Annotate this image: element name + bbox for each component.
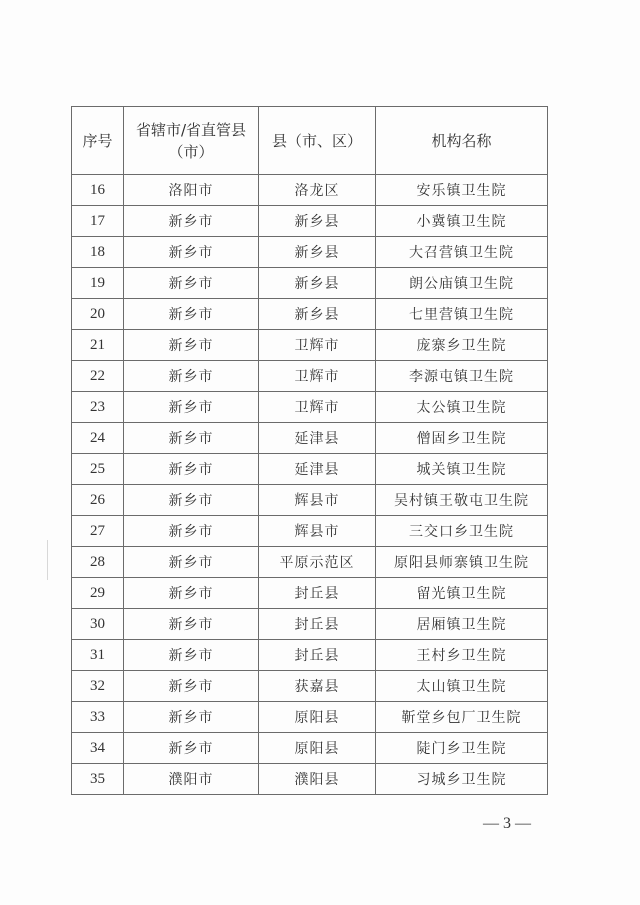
cell-institution-name: 留光镇卫生院 [376,578,548,609]
table-row [72,733,548,764]
cell-city: 新乡市 [124,547,259,578]
cell-city: 新乡市 [124,733,259,764]
cell-county: 新乡县 [259,206,376,237]
cell-index: 17 [72,206,124,237]
cell-institution-name: 靳堂乡包厂卫生院 [376,702,548,733]
cell-city: 新乡市 [124,330,259,361]
header-city-label: 省辖市/省直管县（市） [135,120,247,161]
cell-index: 23 [72,392,124,423]
table-header [72,107,548,175]
cell-institution-name: 吴村镇王敬屯卫生院 [376,485,548,516]
scan-artifact [47,540,48,580]
cell-county: 新乡县 [259,299,376,330]
cell-county: 卫辉市 [259,392,376,423]
cell-city: 新乡市 [124,702,259,733]
cell-county: 辉县市 [259,485,376,516]
cell-city: 新乡市 [124,516,259,547]
cell-index: 20 [72,299,124,330]
table-row [72,361,548,392]
cell-index: 16 [72,175,124,206]
cell-index: 19 [72,268,124,299]
cell-institution-name: 原阳县师寨镇卫生院 [376,547,548,578]
cell-index: 26 [72,485,124,516]
table-row [72,175,548,206]
cell-city: 新乡市 [124,206,259,237]
cell-institution-name: 李源屯镇卫生院 [376,361,548,392]
header-institution: 机构名称 [376,107,548,175]
cell-county: 卫辉市 [259,330,376,361]
table-row [72,423,548,454]
table-row [72,392,548,423]
table-row [72,330,548,361]
cell-institution-name: 庞寨乡卫生院 [376,330,548,361]
cell-index: 31 [72,640,124,671]
cell-county: 延津县 [259,454,376,485]
table-row [72,299,548,330]
cell-index: 30 [72,609,124,640]
cell-institution-name: 僧固乡卫生院 [376,423,548,454]
page-number: — 3 — [483,815,531,832]
table-row [72,237,548,268]
cell-city: 新乡市 [124,485,259,516]
cell-city: 新乡市 [124,609,259,640]
cell-index: 21 [72,330,124,361]
cell-index: 35 [72,764,124,795]
cell-institution-name: 安乐镇卫生院 [376,175,548,206]
cell-index: 18 [72,237,124,268]
header-county: 县（市、区） [259,107,376,175]
cell-county: 封丘县 [259,609,376,640]
cell-city: 新乡市 [124,578,259,609]
table-row [72,702,548,733]
cell-county: 封丘县 [259,640,376,671]
cell-city: 濮阳市 [124,764,259,795]
cell-index: 22 [72,361,124,392]
cell-institution-name: 七里营镇卫生院 [376,299,548,330]
table-row [72,485,548,516]
cell-index: 24 [72,423,124,454]
table-row [72,516,548,547]
cell-index: 27 [72,516,124,547]
cell-county: 平原示范区 [259,547,376,578]
cell-index: 34 [72,733,124,764]
table-row [72,578,548,609]
cell-index: 33 [72,702,124,733]
cell-county: 原阳县 [259,733,376,764]
cell-county: 洛龙区 [259,175,376,206]
cell-institution-name: 城关镇卫生院 [376,454,548,485]
cell-institution-name: 习城乡卫生院 [376,764,548,795]
cell-county: 濮阳县 [259,764,376,795]
cell-city: 新乡市 [124,454,259,485]
cell-city: 新乡市 [124,671,259,702]
cell-institution-name: 陡门乡卫生院 [376,733,548,764]
cell-city: 新乡市 [124,361,259,392]
table-row [72,454,548,485]
cell-county: 封丘县 [259,578,376,609]
header-city [124,107,259,175]
table-row [72,671,548,702]
cell-city: 新乡市 [124,268,259,299]
cell-county: 辉县市 [259,516,376,547]
cell-county: 新乡县 [259,268,376,299]
cell-institution-name: 三交口乡卫生院 [376,516,548,547]
cell-city: 新乡市 [124,392,259,423]
cell-city: 新乡市 [124,299,259,330]
table-row [72,609,548,640]
table-row [72,547,548,578]
cell-county: 获嘉县 [259,671,376,702]
table-row [72,268,548,299]
table-row [72,764,548,795]
cell-city: 新乡市 [124,640,259,671]
header-index: 序号 [72,107,124,175]
cell-county: 延津县 [259,423,376,454]
cell-county: 原阳县 [259,702,376,733]
cell-index: 25 [72,454,124,485]
cell-city: 新乡市 [124,423,259,454]
cell-institution-name: 王村乡卫生院 [376,640,548,671]
cell-county: 新乡县 [259,237,376,268]
table-row [72,640,548,671]
cell-institution-name: 居厢镇卫生院 [376,609,548,640]
table-body [72,175,548,795]
cell-institution-name: 太山镇卫生院 [376,671,548,702]
cell-city: 洛阳市 [124,175,259,206]
cell-index: 32 [72,671,124,702]
institution-table [71,106,548,795]
cell-institution-name: 大召营镇卫生院 [376,237,548,268]
cell-city: 新乡市 [124,237,259,268]
cell-institution-name: 朗公庙镇卫生院 [376,268,548,299]
cell-institution-name: 太公镇卫生院 [376,392,548,423]
cell-county: 卫辉市 [259,361,376,392]
table-row [72,206,548,237]
cell-index: 29 [72,578,124,609]
cell-institution-name: 小冀镇卫生院 [376,206,548,237]
cell-index: 28 [72,547,124,578]
